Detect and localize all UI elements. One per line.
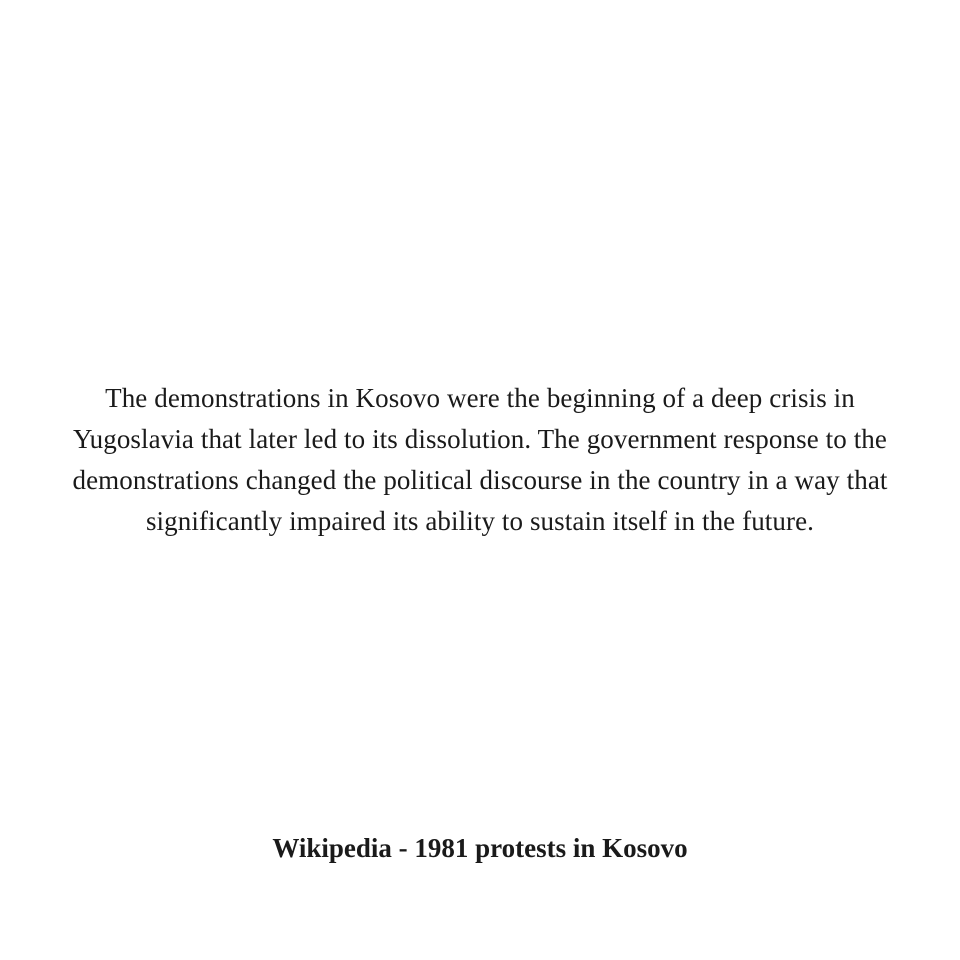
quote-source: Wikipedia - 1981 protests in Kosovo [272,833,688,863]
quote-text: The demonstrations in Kosovo were the beginning of a deep crisis in Yugoslavia that later led to its dissolution. The government response to the demonstrations changed the political discourse in the country in a way that significantly impaired its ability to sustain itself in the future. [72,383,888,536]
